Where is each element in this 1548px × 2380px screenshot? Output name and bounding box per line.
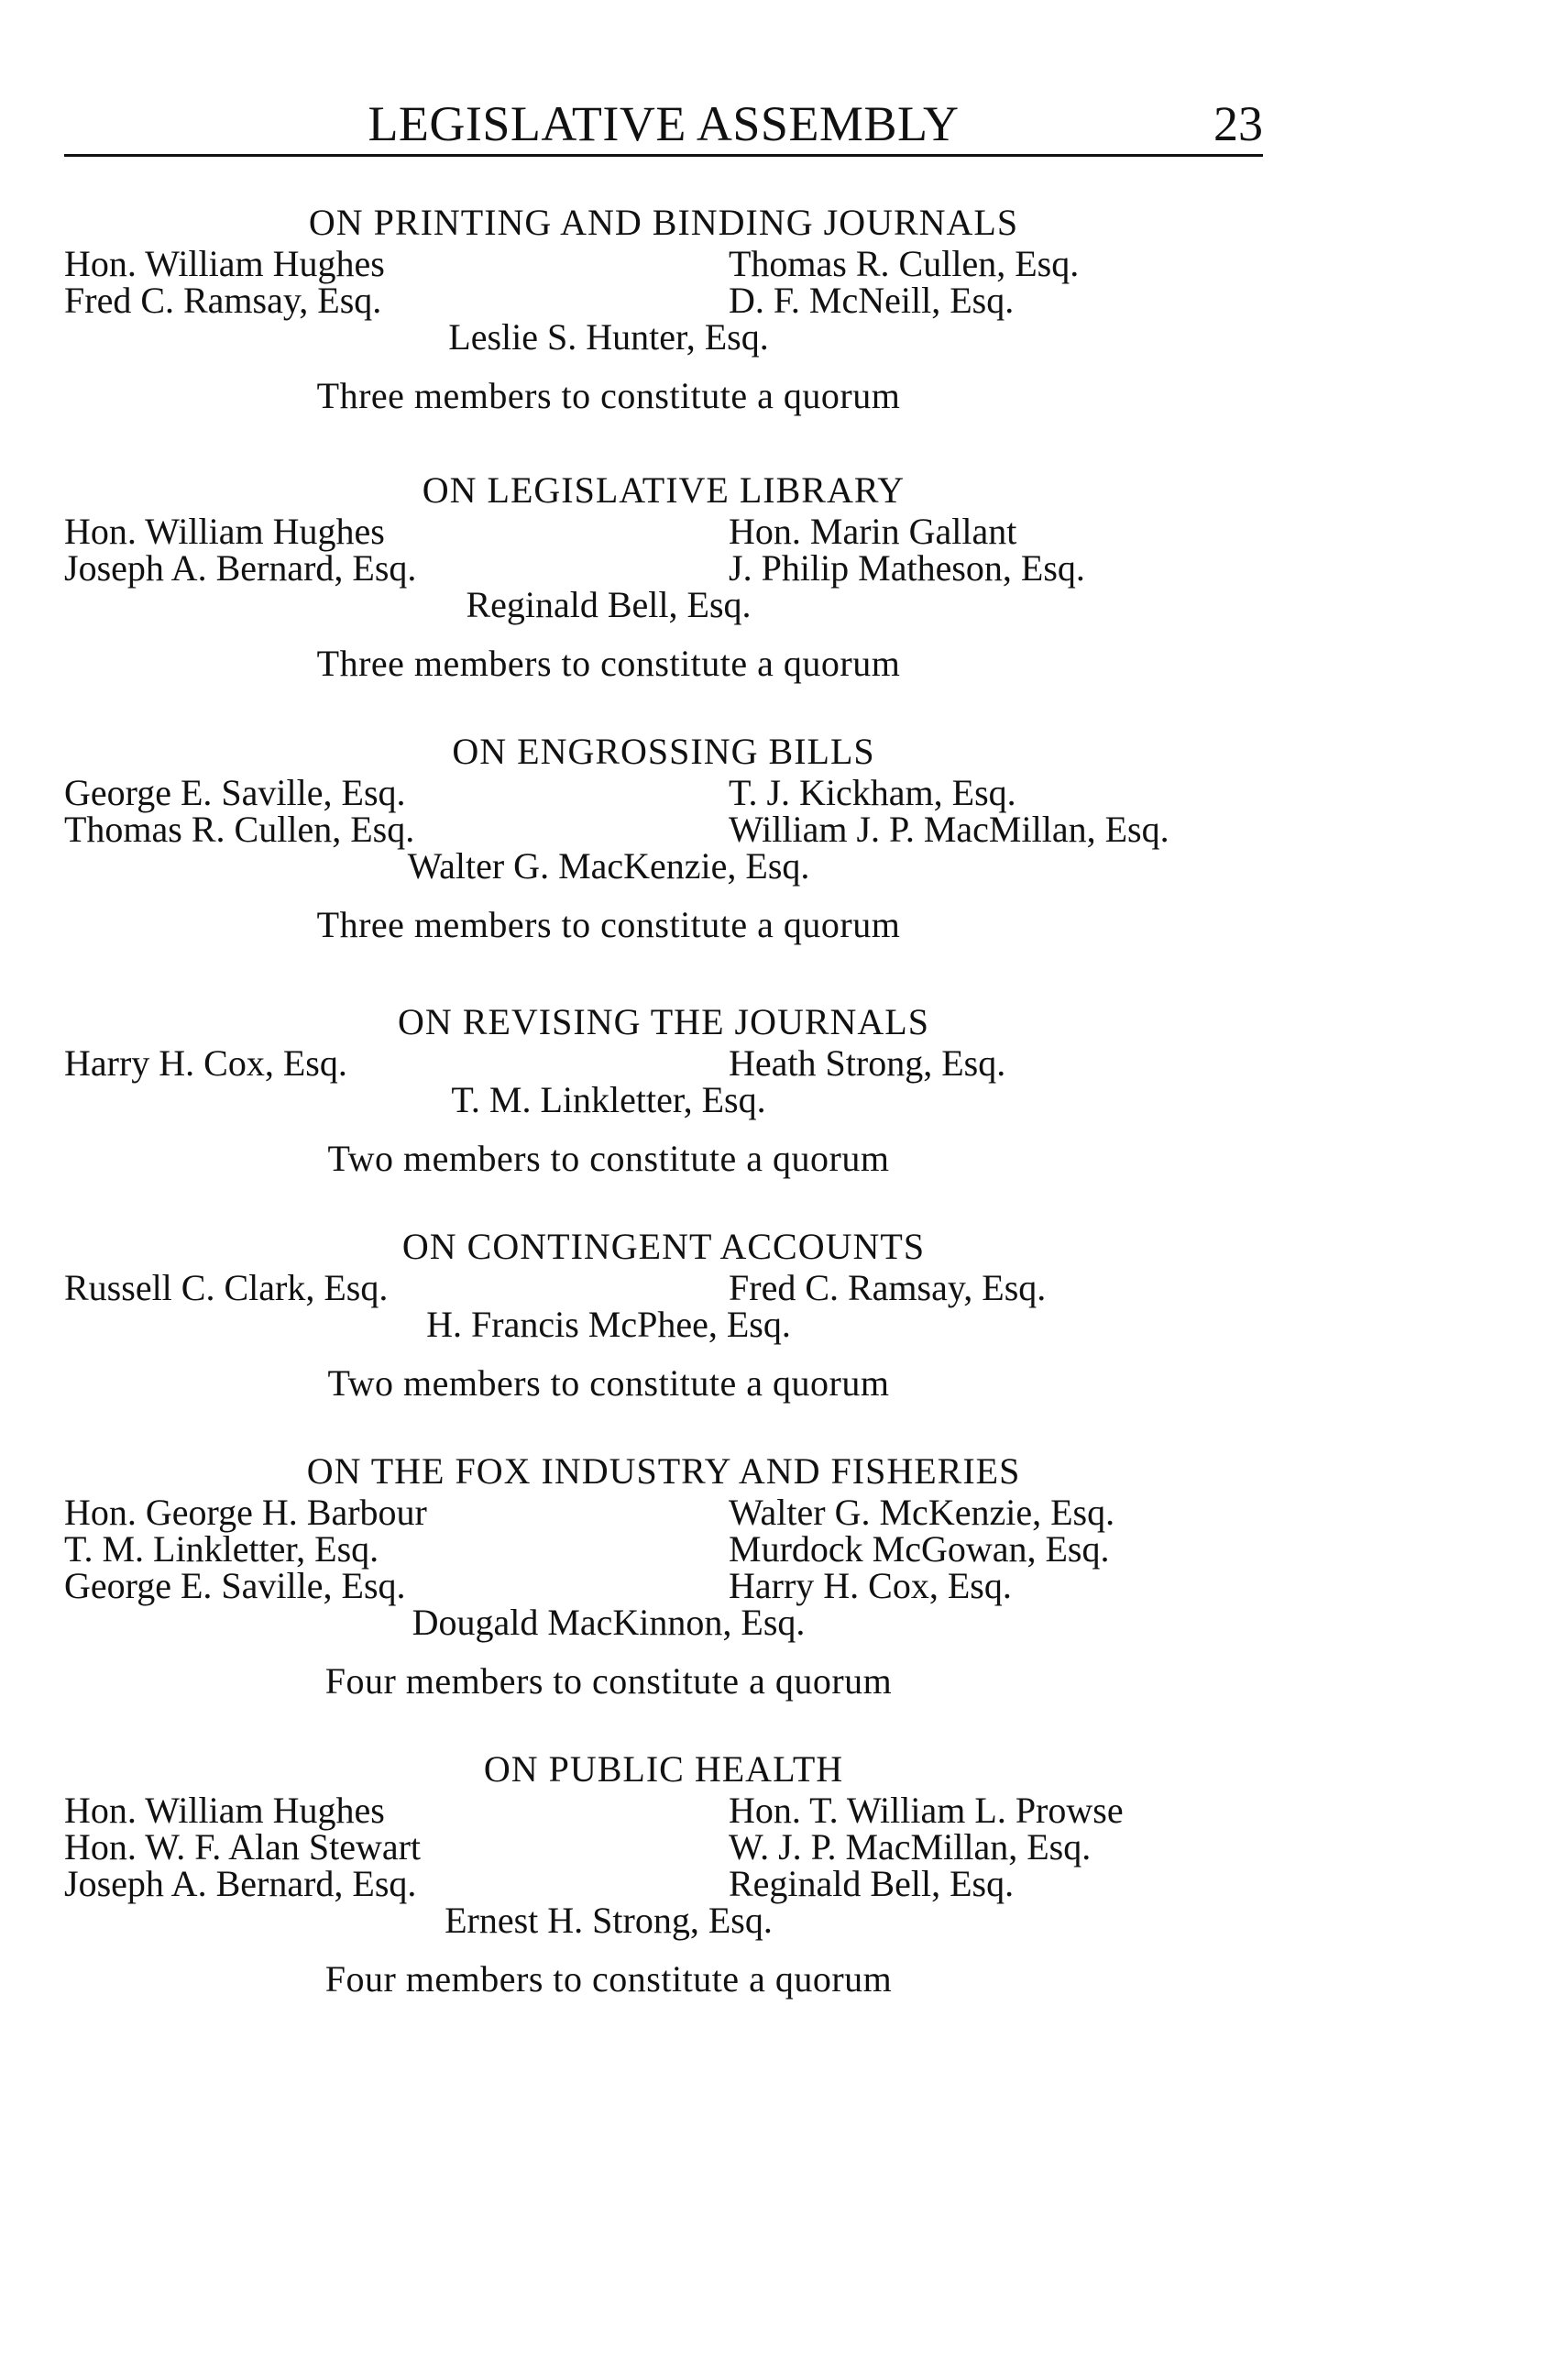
committee-title: ON PUBLIC HEALTH [483, 1748, 844, 1790]
member-row [64, 513, 1263, 550]
member-row [64, 1494, 1263, 1531]
member-right: Hon. Marin Gallant [729, 511, 1017, 552]
committee-title: ON LEGISLATIVE LIBRARY [422, 469, 906, 511]
header-rule [64, 154, 1263, 157]
committee-revising-journals [64, 999, 1263, 1179]
member-row [64, 243, 1263, 284]
quorum-note: Four members to constitute a quorum [324, 1958, 893, 2000]
quorum-note: Two members to constitute a quorum [327, 1362, 890, 1404]
quorum-note: Three members to constitute a quorum [316, 643, 901, 684]
member-row [64, 772, 1263, 813]
member-left: Hon. George H. Barbour [64, 1492, 427, 1533]
member-left: Fred C. Ramsay, Esq. [64, 280, 382, 321]
quorum-note: Four members to constitute a quorum [324, 1660, 893, 1702]
member-right: Heath Strong, Esq. [729, 1042, 1006, 1084]
member-center: Leslie S. Hunter, Esq. [448, 316, 769, 358]
member-left: Russell C. Clark, Esq. [64, 1267, 389, 1308]
member-left: George E. Saville, Esq. [64, 1565, 406, 1606]
member-right: Walter G. McKenzie, Esq. [729, 1492, 1115, 1533]
committee-title: ON THE FOX INDUSTRY AND FISHERIES [306, 1450, 1021, 1492]
quorum-note: Two members to constitute a quorum [327, 1138, 890, 1179]
committee-title: ON CONTINGENT ACCOUNTS [401, 1226, 926, 1267]
member-center: T. M. Linkletter, Esq. [451, 1079, 766, 1120]
member-left: George E. Saville, Esq. [64, 772, 406, 813]
member-right: Harry H. Cox, Esq. [729, 1565, 1012, 1606]
committee-fox-industry-fisheries [64, 1449, 1263, 1702]
member-center: Ernest H. Strong, Esq. [445, 1900, 773, 1941]
member-row [64, 1042, 1263, 1084]
committee-engrossing-bills [64, 729, 1263, 945]
committee-legislative-library [64, 468, 1263, 684]
member-right: Murdock McGowan, Esq. [729, 1528, 1110, 1570]
quorum-note: Three members to constitute a quorum [316, 375, 901, 416]
member-row [64, 547, 1263, 589]
member-right: Fred C. Ramsay, Esq. [729, 1267, 1047, 1308]
member-left: Hon. William Hughes [64, 1790, 385, 1831]
member-row [64, 1267, 1263, 1308]
quorum-note: Three members to constitute a quorum [316, 904, 901, 945]
member-center: Reginald Bell, Esq. [466, 584, 752, 625]
member-left: Hon. William Hughes [64, 243, 385, 284]
committee-contingent-accounts [64, 1224, 1263, 1404]
member-right: William J. P. MacMillan, Esq. [729, 809, 1169, 850]
page-number: 23 [1213, 96, 1263, 151]
member-left: Hon. William Hughes [64, 511, 385, 552]
member-left: Harry H. Cox, Esq. [64, 1042, 347, 1084]
member-right: J. Philip Matheson, Esq. [729, 547, 1085, 589]
member-left: Hon. W. F. Alan Stewart [64, 1826, 422, 1868]
committee-printing-binding [64, 200, 1263, 416]
member-right: W. J. P. MacMillan, Esq. [729, 1826, 1092, 1868]
member-right: Reginald Bell, Esq. [729, 1863, 1015, 1904]
member-left: Joseph A. Bernard, Esq. [64, 547, 417, 589]
member-right: D. F. McNeill, Esq. [729, 280, 1015, 321]
committee-title: ON PRINTING AND BINDING JOURNALS [308, 202, 1019, 243]
member-row [64, 1565, 1263, 1606]
member-left: Joseph A. Bernard, Esq. [64, 1863, 417, 1904]
member-left: Thomas R. Cullen, Esq. [64, 809, 415, 850]
member-row [64, 1528, 1263, 1570]
running-head [64, 92, 1263, 156]
running-title: LEGISLATIVE ASSEMBLY [368, 96, 960, 151]
member-row [64, 1826, 1263, 1868]
member-row [64, 811, 1263, 848]
member-right: T. J. Kickham, Esq. [729, 772, 1016, 813]
committee-public-health [64, 1746, 1263, 2000]
member-row [64, 282, 1263, 319]
committee-title: ON REVISING THE JOURNALS [398, 1001, 929, 1042]
member-center: Walter G. MacKenzie, Esq. [407, 845, 810, 887]
member-left: T. M. Linkletter, Esq. [64, 1528, 379, 1570]
member-right: Hon. T. William L. Prowse [729, 1790, 1124, 1831]
member-center: Dougald MacKinnon, Esq. [412, 1602, 806, 1643]
member-row [64, 1792, 1263, 1829]
member-row [64, 1863, 1263, 1904]
member-right: Thomas R. Cullen, Esq. [729, 243, 1080, 284]
committee-title: ON ENGROSSING BILLS [452, 731, 875, 772]
member-center: H. Francis McPhee, Esq. [426, 1304, 791, 1345]
